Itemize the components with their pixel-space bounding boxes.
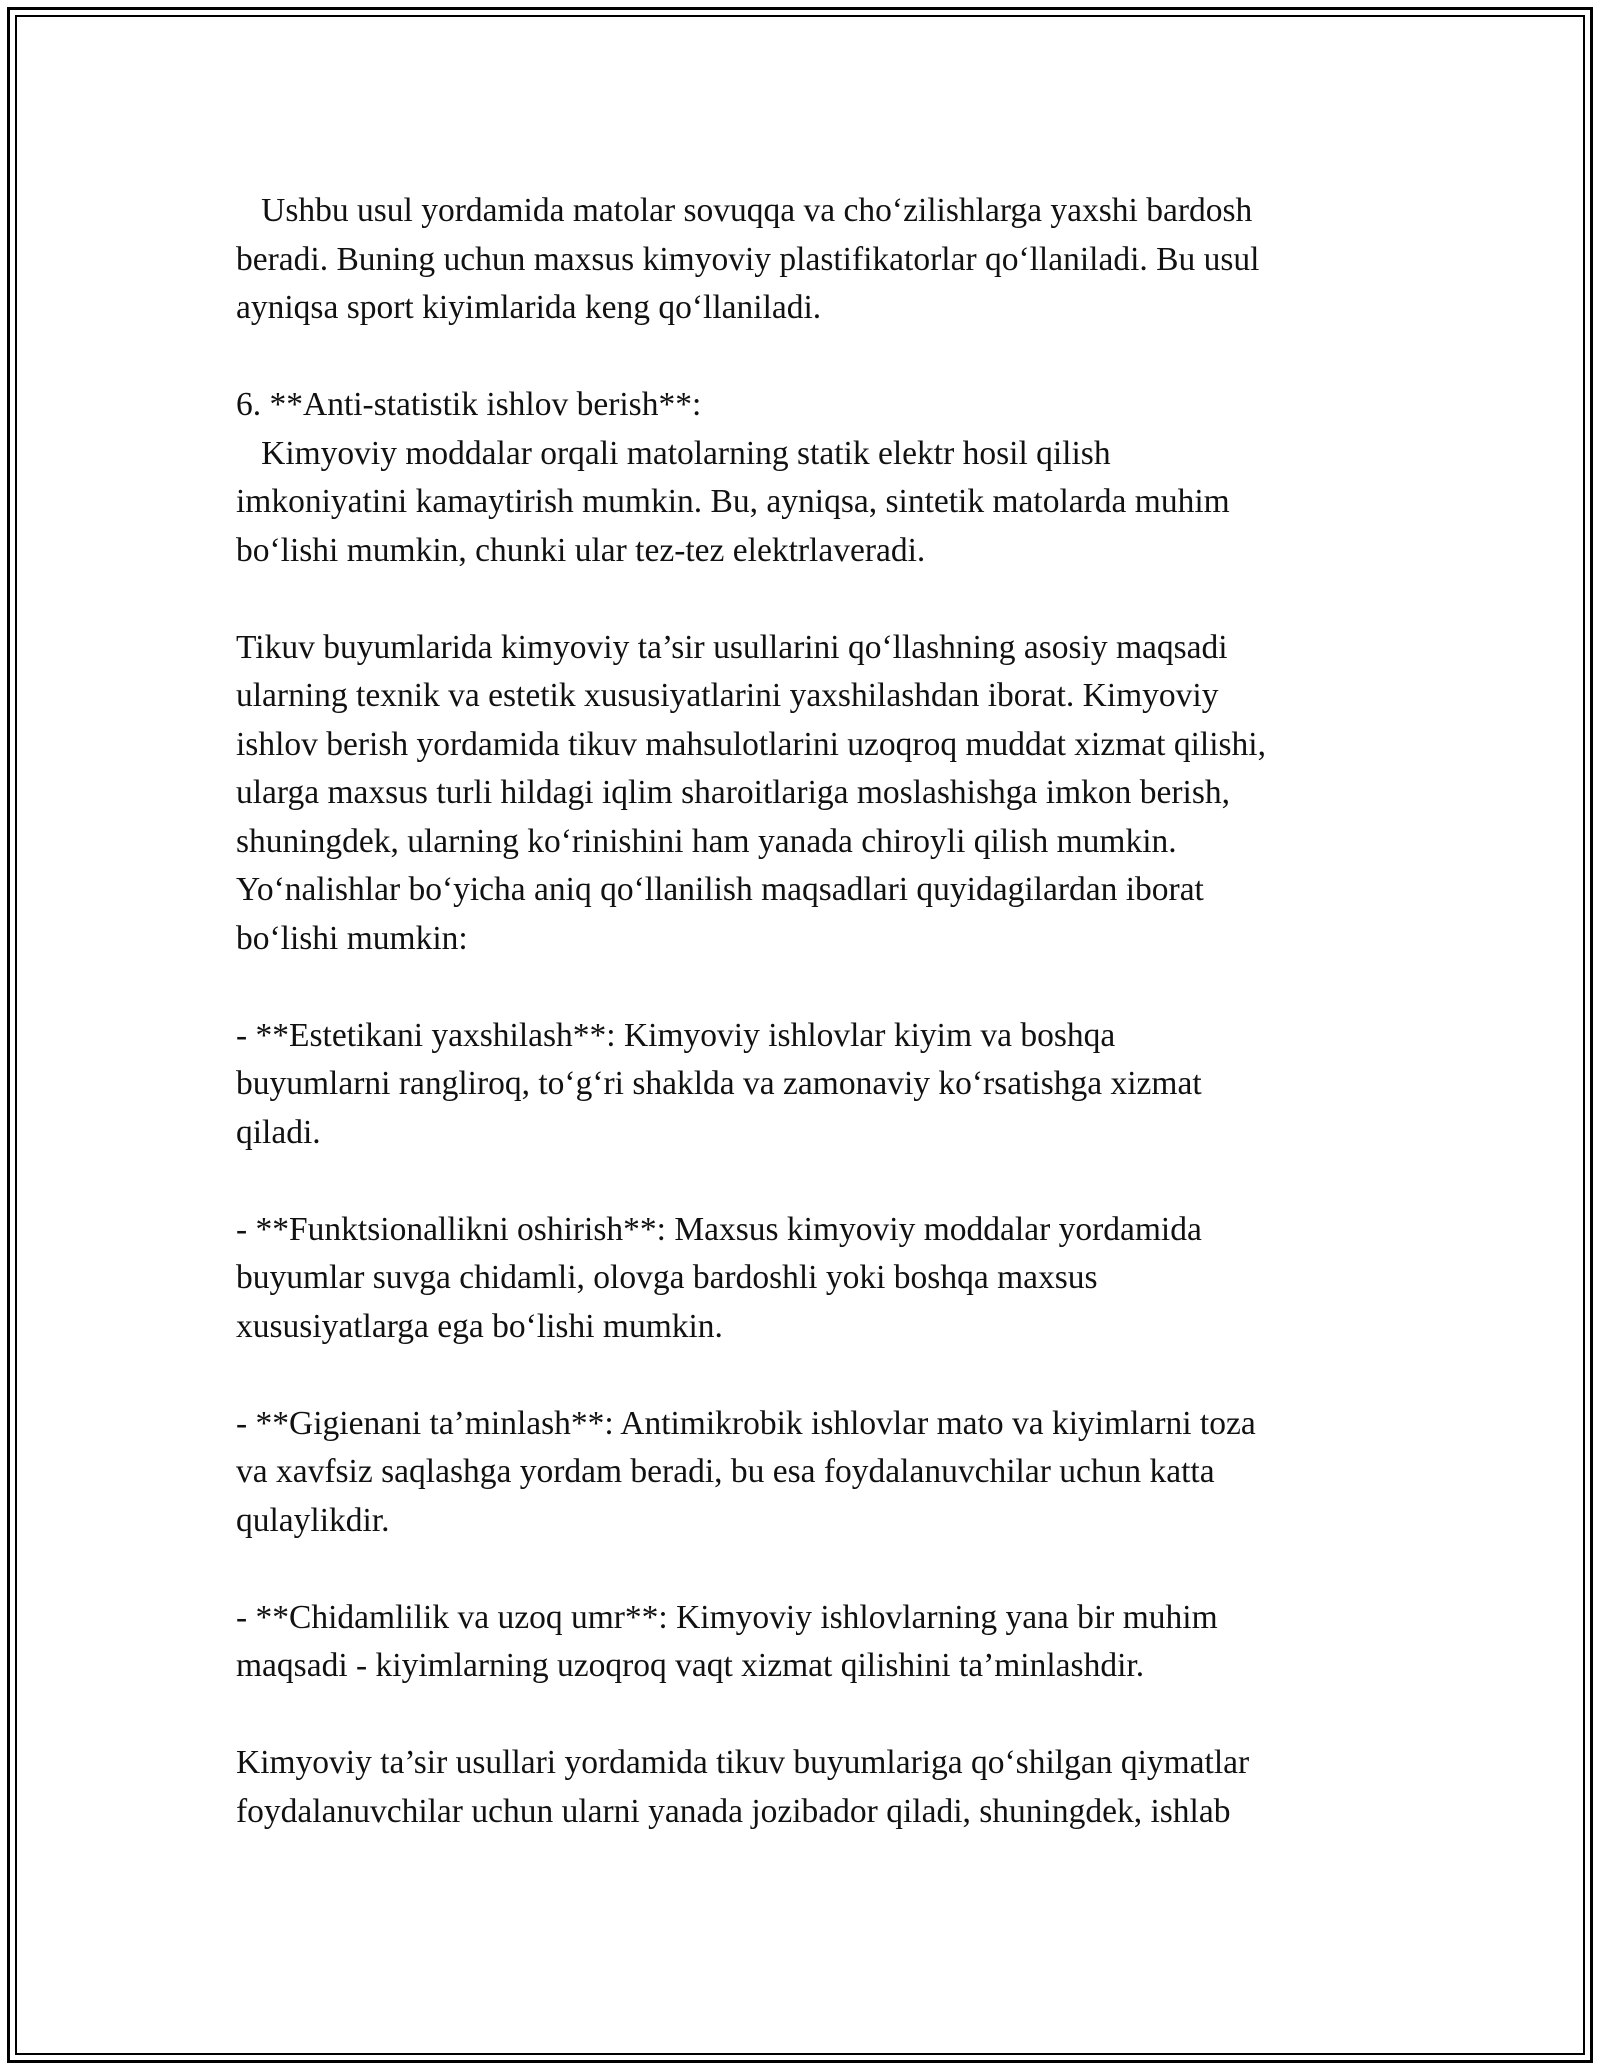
paragraph	[236, 381, 1386, 575]
text-line: buyumlar suvga chidamli, olovga bardoshli yoki boshqa maxsus	[236, 1259, 1098, 1296]
paragraph-gap	[236, 963, 1386, 1012]
text-line: maqsadi - kiyimlarning uzoqroq vaqt xizmat qilishini ta’minlashdir.	[236, 1647, 1145, 1684]
text-line: - **Gigienani ta’minlash**: Antimikrobik ishlovlar mato va kiyimlarni toza	[236, 1404, 1256, 1442]
text-line: foydalanuvchilar uchun ularni yanada jozibador qiladi, shuningdek, ishlab	[236, 1792, 1231, 1830]
paragraph-gap	[236, 1691, 1386, 1740]
text-line: Ushbu usul yordamida matolar sovuqqa va cho‘zilishlarga yaxshi bardosh	[236, 192, 1253, 229]
text-line: bo‘lishi mumkin, chunki ular tez-tez elektrlaveradi.	[236, 531, 926, 569]
paragraph	[236, 624, 1386, 964]
text-line: Kimyoviy moddalar orqali matolarning statik elektr hosil qilish	[236, 434, 1111, 472]
text-line: - **Estetikani yaxshilash**: Kimyoviy ishlovlar kiyim va boshqa	[236, 1016, 1116, 1054]
text-line: Kimyoviy ta’sir usullari yordamida tikuv buyumlariga qo‘shilgan qiymatlar	[236, 1744, 1250, 1781]
text-line: buyumlarni rangliroq, to‘g‘ri shaklda va zamonaviy ko‘rsatishga xizmat	[236, 1065, 1202, 1102]
text-line: Yo‘nalishlar bo‘yicha aniq qo‘llanilish maqsadlari quyidagilardan iborat	[236, 871, 1204, 908]
bullet-item	[236, 1012, 1386, 1158]
paragraph-gap	[236, 1351, 1386, 1400]
text-line: ishlov berish yordamida tikuv mahsulotlarini uzoqroq muddat xizmat qilishi,	[236, 725, 1266, 763]
text-line: ayniqsa sport kiyimlarida keng qo‘llaniladi.	[236, 289, 822, 326]
text-line: qiladi.	[236, 1113, 321, 1151]
text-line: xususiyatlarga ega bo‘lishi mumkin.	[236, 1307, 723, 1345]
paragraph-gap	[236, 1545, 1386, 1594]
text-line: shuningdek, ularning ko‘rinishini ham yanada chiroyli qilish mumkin.	[236, 822, 1177, 860]
text-line: - **Chidamlilik va uzoq umr**: Kimyoviy ishlovlarning yana bir muhim	[236, 1598, 1218, 1636]
document-body	[236, 187, 1386, 1836]
text-line: imkoniyatini kamaytirish mumkin. Bu, ayniqsa, sintetik matolarda muhim	[236, 483, 1230, 520]
text-line: - **Funktsionallikni oshirish**: Maxsus kimyoviy moddalar yordamida	[236, 1210, 1202, 1248]
paragraph	[236, 1739, 1386, 1836]
paragraph	[236, 187, 1386, 333]
text-line: bo‘lishi mumkin:	[236, 919, 468, 957]
text-line: ularning texnik va estetik xususiyatlarini yaxshilashdan iborat. Kimyoviy	[236, 677, 1219, 714]
bullet-item	[236, 1400, 1386, 1546]
paragraph-gap	[236, 333, 1386, 382]
list-heading: 6. **Anti-statistik ishlov berish**:	[236, 386, 702, 423]
text-line: va xavfsiz saqlashga yordam beradi, bu esa foydalanuvchilar uchun katta	[236, 1453, 1215, 1490]
text-line: Tikuv buyumlarida kimyoviy ta’sir usullarini qo‘llashning asosiy maqsadi	[236, 628, 1228, 666]
text-line: beradi. Buning uchun maxsus kimyoviy plastifikatorlar qo‘llaniladi. Bu usul	[236, 240, 1260, 278]
text-line: qulaylikdir.	[236, 1501, 390, 1539]
bullet-item	[236, 1206, 1386, 1352]
text-line: ularga maxsus turli hildagi iqlim sharoitlariga moslashishga imkon berish,	[236, 774, 1231, 811]
bullet-item	[236, 1594, 1386, 1691]
paragraph-gap	[236, 1157, 1386, 1206]
paragraph-gap	[236, 575, 1386, 624]
